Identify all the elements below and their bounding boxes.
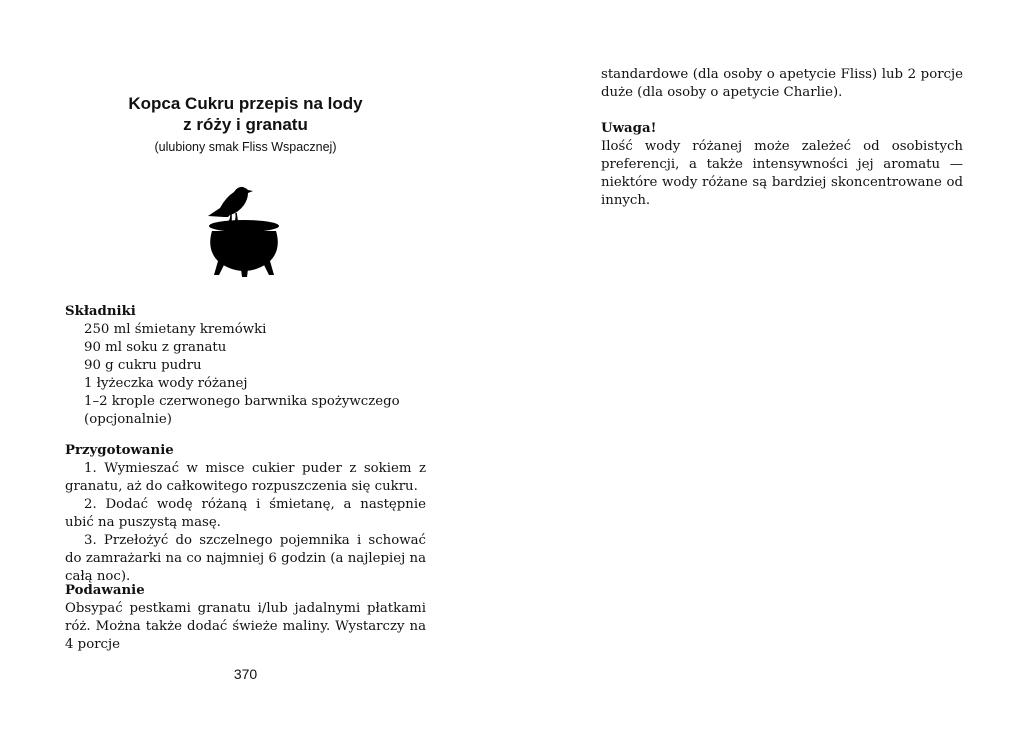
ingredient-item: (opcjonalnie) (84, 412, 172, 427)
recipe-title-line-2: z róży i granatu (183, 115, 308, 134)
preparation-section (65, 442, 426, 586)
ingredient-item: 250 ml śmietany kremówki (84, 322, 267, 337)
raven-on-cauldron-icon (204, 183, 284, 278)
ingredient-item: 90 ml soku z granatu (84, 340, 227, 355)
ingredient-item: 1 łyżeczka wody różanej (84, 376, 248, 391)
preparation-step: 2. Dodać wodę różaną i śmietanę, a następnie ubić na puszystą masę. (65, 497, 426, 530)
recipe-subtitle: (ulubiony smak Fliss Wspacznej) (154, 140, 337, 154)
ingredients-section (65, 303, 426, 429)
page-number: 370 (233, 666, 258, 682)
ingredient-item: 1–2 krople czerwonego barwnika spożywczego (84, 394, 400, 409)
serving-heading: Podawanie (65, 583, 145, 598)
continuation-text: standardowe (dla osoby o apetycie Fliss) lub 2 porcje duże (dla osoby o apetycie Charlie). (601, 67, 963, 100)
preparation-step: 3. Przełożyć do szczelnego pojemnika i schować do zamrażarki na co najmniej 6 godzin (a najlepiej na całą noc). (65, 533, 426, 584)
preparation-step: 1. Wymieszać w misce cukier puder z sokiem z granatu, aż do całkowitego rozpuszczenia się cukru. (65, 461, 426, 494)
serving-section (65, 582, 426, 654)
recipe-title (65, 93, 426, 135)
note-section (601, 120, 963, 210)
ingredient-item: 90 g cukru pudru (84, 358, 202, 373)
preparation-heading: Przygotowanie (65, 443, 174, 458)
serving-text: Obsypać pestkami granatu i/lub jadalnymi płatkami róż. Można także dodać świeże maliny. Wystarczy na 4 porcje (65, 601, 426, 652)
right-page-continuation (601, 66, 963, 102)
ingredients-heading: Składniki (65, 304, 136, 319)
note-text: Ilość wody różanej może zależeć od osobistych preferencji, a także intensywności jej aromatu — niektóre wody różane są bardziej skoncentrowane od innych. (601, 139, 963, 208)
note-heading: Uwaga! (601, 121, 657, 136)
recipe-title-line-1: Kopca Cukru przepis na lody (128, 94, 363, 113)
